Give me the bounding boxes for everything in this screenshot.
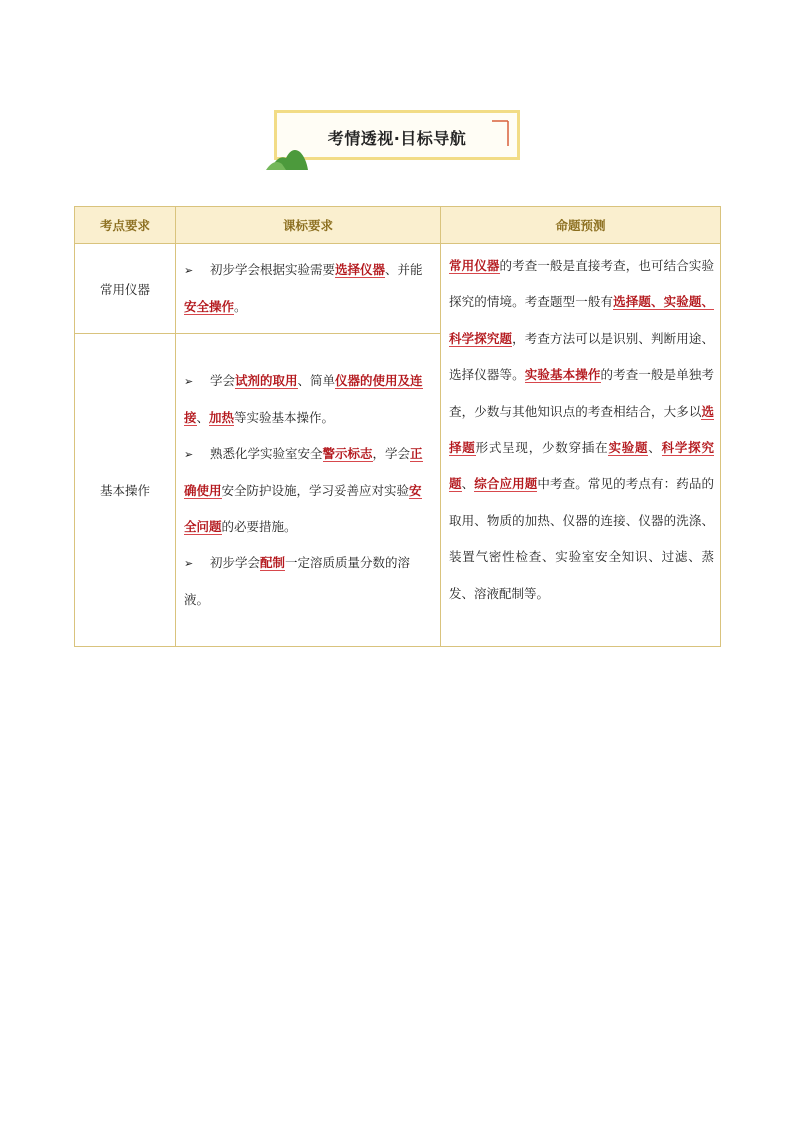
body-text: 安全防护设施，学习妥善应对实验	[221, 482, 410, 498]
highlighted-term: 安全操作	[184, 299, 235, 314]
highlighted-term: 警示标志	[322, 445, 373, 461]
category-cell: 常用仪器	[75, 244, 176, 334]
body-text: ，学会	[372, 445, 411, 461]
banner-frame	[274, 110, 520, 160]
arrow-bullet-icon: ➢	[184, 374, 194, 388]
body-text: 、	[196, 409, 210, 425]
body-text: ，考查方法可以是识别、判断用途、选择仪器等。	[449, 330, 714, 383]
highlighted-term: 试剂的取用	[235, 372, 298, 388]
arrow-bullet-icon: ➢	[184, 447, 194, 461]
highlighted-term: 实验基本操作	[524, 367, 601, 383]
highlighted-term: 选择题、实验题、科学探究题	[449, 294, 714, 346]
banner-corner-accent-icon	[492, 118, 512, 148]
body-text: 初步学会根据实验需要	[210, 262, 336, 277]
header-prediction: 命题预测	[441, 207, 721, 244]
highlighted-term: 安全问题	[184, 482, 422, 534]
body-text: 一定溶质质量分数的溶液。	[184, 554, 411, 607]
list-item	[184, 436, 434, 545]
highlighted-term: 正确使用	[184, 445, 423, 498]
hills-decoration-icon	[266, 144, 310, 170]
body-text: 初步学会	[210, 554, 261, 570]
title-banner	[266, 108, 524, 170]
highlighted-term: 科学探究题	[449, 440, 714, 492]
highlighted-term: 选择仪器	[335, 262, 386, 277]
body-text: 、简单	[297, 372, 336, 388]
body-text: 、	[461, 476, 475, 492]
body-text: 。	[234, 299, 247, 314]
body-text: 的考查一般是直接考查，也可结合实验探究的情境。考查题型一般有	[449, 258, 714, 310]
header-curriculum: 课标要求	[176, 207, 441, 244]
curriculum-list	[184, 363, 434, 618]
curriculum-cell	[176, 334, 441, 647]
body-text: 的考查一般是单独考查，少数与其他知识点的考查相结合，大多以	[449, 367, 714, 419]
category-cell: 基本操作	[75, 334, 176, 647]
body-text: 等实验基本操作。	[234, 409, 335, 425]
highlighted-term: 配制	[260, 554, 286, 570]
prediction-text	[449, 248, 714, 612]
body-text: 熟悉化学实验室安全	[210, 445, 323, 461]
body-text: 、并能	[385, 262, 423, 277]
curriculum-cell	[176, 244, 441, 334]
list-item	[184, 252, 434, 325]
highlighted-term: 常用仪器	[449, 258, 500, 273]
requirements-table	[74, 206, 721, 647]
page-title: 考情透视·目标导航	[327, 129, 467, 148]
body-text: 、	[648, 440, 662, 456]
list-item	[184, 545, 434, 618]
table-row	[75, 244, 721, 334]
arrow-bullet-icon: ➢	[184, 264, 194, 277]
prediction-cell	[441, 244, 721, 647]
highlighted-term: 实验题	[608, 440, 649, 456]
table-header-row	[75, 207, 721, 244]
body-text: 形式呈现，少数穿插在	[475, 440, 609, 456]
arrow-bullet-icon: ➢	[184, 556, 194, 570]
header-exam-points: 考点要求	[75, 207, 176, 244]
highlighted-term: 加热	[209, 409, 235, 425]
highlighted-term: 仪器的使用及连接	[184, 372, 423, 425]
body-text: 学会	[210, 372, 236, 388]
list-item	[184, 363, 434, 436]
body-text: 中考查。常见的考点有：药品的取用、物质的加热、仪器的连接、仪器的洗涤、装置气密性检查、实验室安全知识、过滤、蒸发、溶液配制等。	[449, 476, 714, 601]
highlighted-term: 选择题	[449, 403, 714, 456]
highlighted-term: 综合应用题	[474, 476, 538, 492]
body-text: 的必要措施。	[221, 518, 297, 534]
curriculum-list	[184, 252, 434, 325]
